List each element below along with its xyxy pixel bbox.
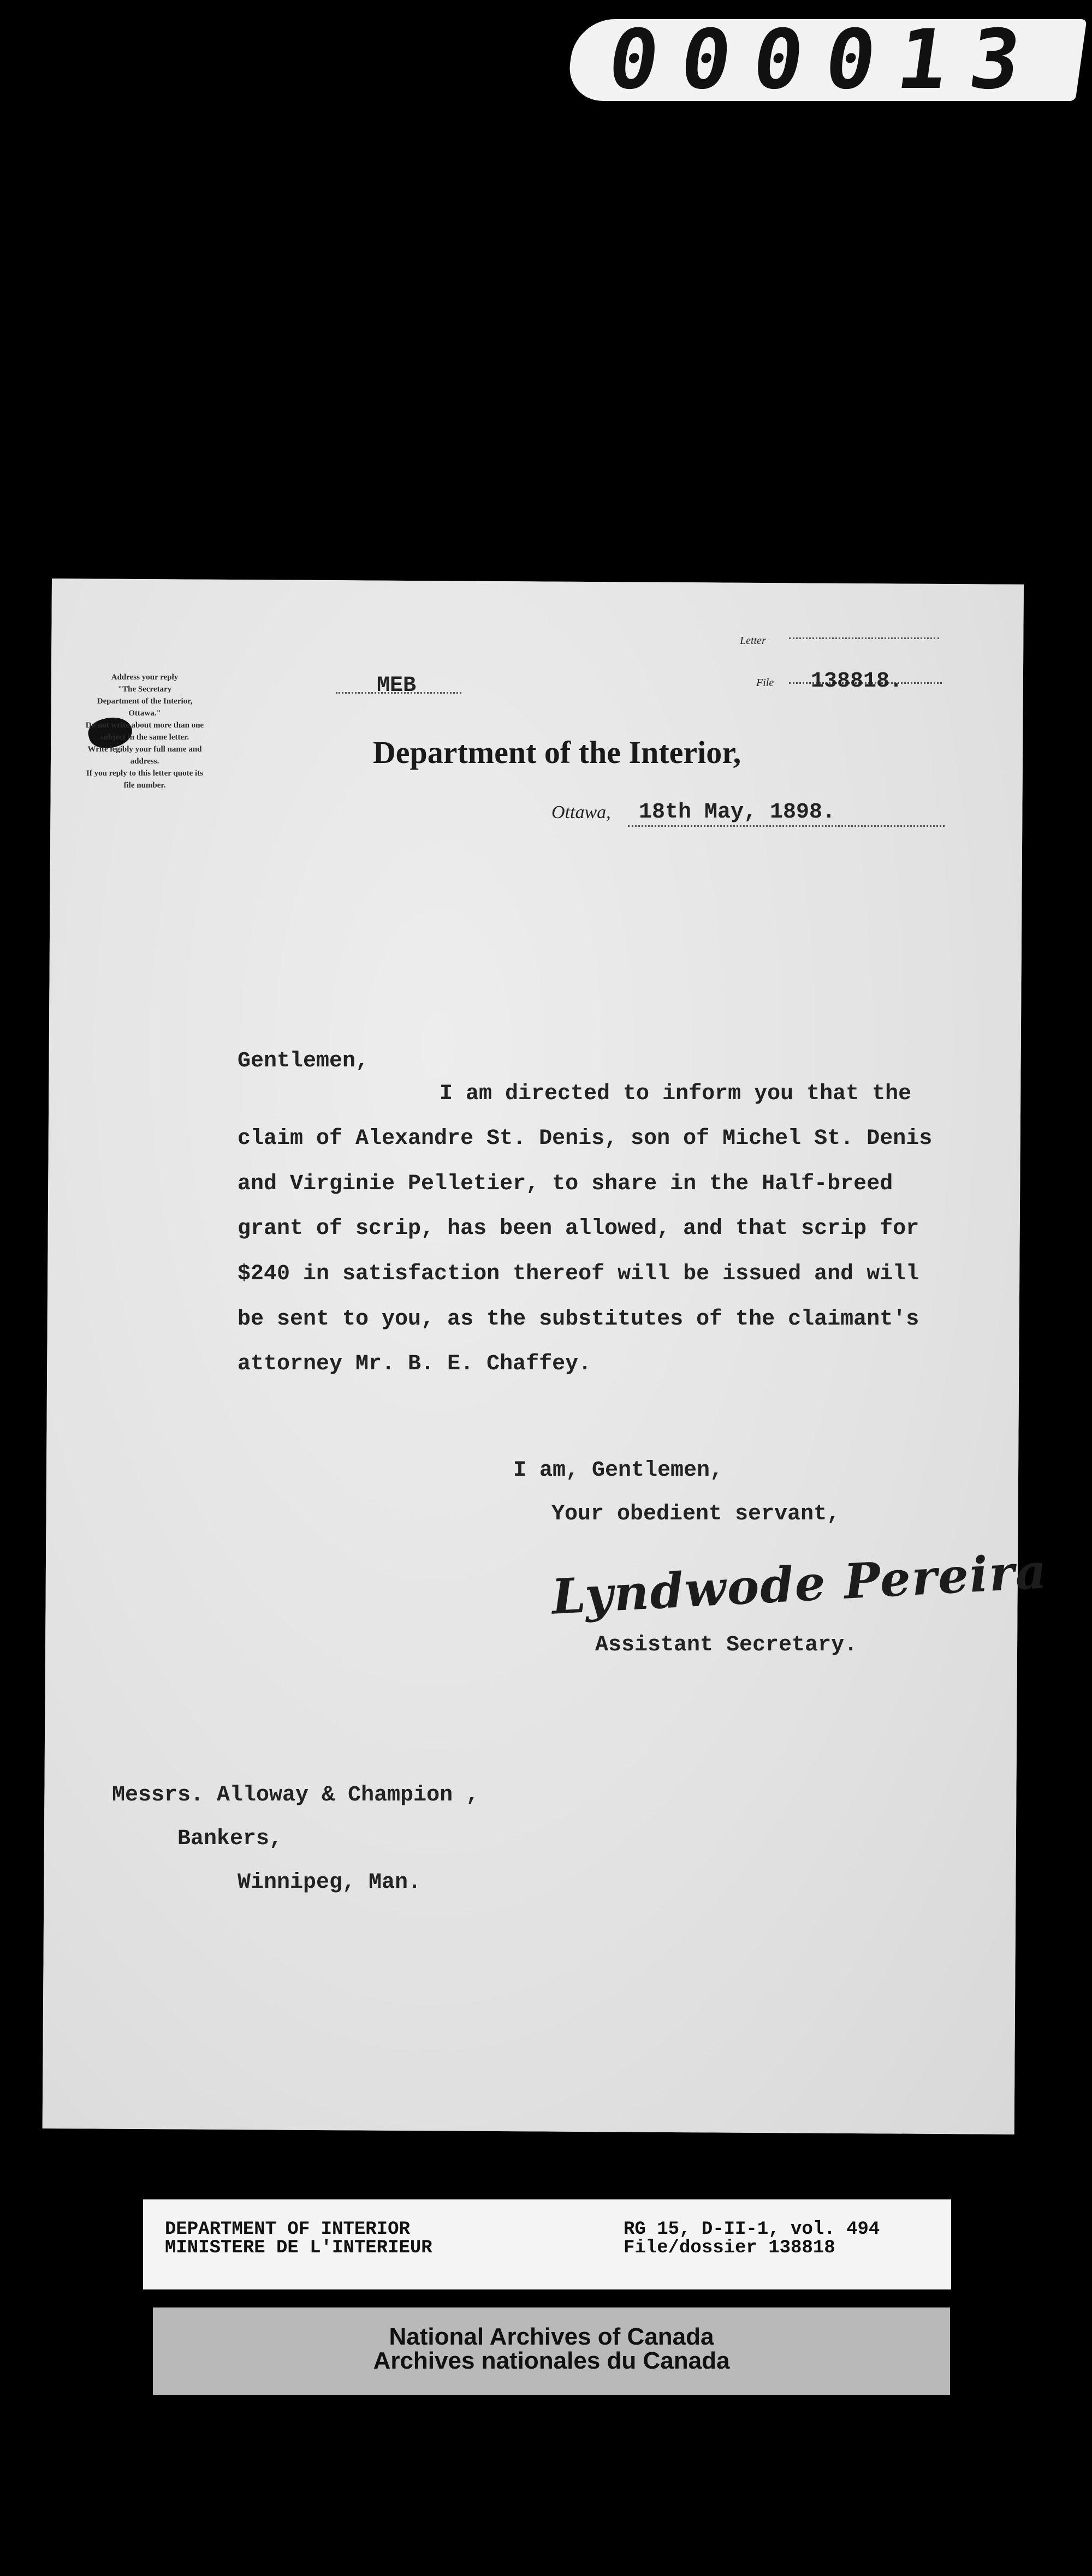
note-line: Ottawa." xyxy=(128,709,161,718)
date-rule xyxy=(628,825,945,827)
letter-rule xyxy=(789,637,939,639)
file-reference: File/dossier 138818 xyxy=(624,2238,835,2258)
dept-french: MINISTERE DE L'INTERIEUR xyxy=(165,2238,432,2258)
note-line: address. xyxy=(130,757,159,766)
archive-banner xyxy=(153,2307,950,2395)
archive-name-french: Archives nationales du Canada xyxy=(373,2347,730,2374)
closing-line: Your obedient servant, xyxy=(551,1502,840,1526)
record-reference xyxy=(624,2220,880,2257)
recipient-name: Messrs. Alloway & Champion , xyxy=(112,1783,479,1808)
note-line: file number. xyxy=(123,781,166,790)
rg-reference: RG 15, D-II-1, vol. 494 xyxy=(624,2219,880,2240)
frame-counter: 000013 xyxy=(565,19,1087,101)
letter-date: 18th May, 1898. xyxy=(639,800,836,825)
letter-label: Letter xyxy=(740,635,766,647)
body-line: grant of scrip, has been allowed, and that scrip for xyxy=(238,1217,919,1241)
signatory-title: Assistant Secretary. xyxy=(595,1633,858,1657)
note-line: Department of the Interior, xyxy=(97,697,193,706)
note-line: If you reply to this letter quote its xyxy=(86,769,203,778)
closing-line: I am, Gentlemen, xyxy=(513,1458,723,1483)
department-heading: Department of the Interior, xyxy=(372,735,741,770)
note-line: Write legibly your full name and xyxy=(87,745,202,754)
note-line: subject in the same letter. xyxy=(100,733,189,742)
body-line: I am directed to inform you that the xyxy=(440,1082,912,1106)
file-number: 138818. xyxy=(811,669,903,694)
body-line: be sent to you, as the substitutes of the claimant's xyxy=(238,1307,919,1332)
file-label: File xyxy=(756,677,774,689)
note-line: Do not write about more than one xyxy=(85,721,204,730)
recipient-city: Winnipeg, Man. xyxy=(238,1870,422,1895)
body-line: attorney Mr. B. E. Chaffey. xyxy=(238,1352,592,1376)
reply-address-note xyxy=(52,671,238,791)
typist-initials: MEB xyxy=(377,673,417,698)
archive-name-english: National Archives of Canada xyxy=(389,2323,714,2350)
body-line: $240 in satisfaction thereof will be issued and will xyxy=(238,1262,919,1286)
body-line: claim of Alexandre St. Denis, son of Michel St. Denis xyxy=(238,1126,933,1151)
archive-reference-label xyxy=(143,2199,951,2289)
salutation: Gentlemen, xyxy=(238,1049,369,1074)
recipient-occupation: Bankers, xyxy=(177,1827,283,1851)
place-label: Ottawa, xyxy=(551,802,611,822)
dept-english: DEPARTMENT OF INTERIOR xyxy=(165,2219,410,2240)
note-line: Address your reply xyxy=(111,673,179,682)
signature: Lyndwode Pereira xyxy=(550,1542,1049,1625)
department-names xyxy=(165,2220,432,2257)
body-line: and Virginie Pelletier, to share in the Half-breed xyxy=(238,1172,893,1196)
note-line: "The Secretary xyxy=(117,685,172,694)
